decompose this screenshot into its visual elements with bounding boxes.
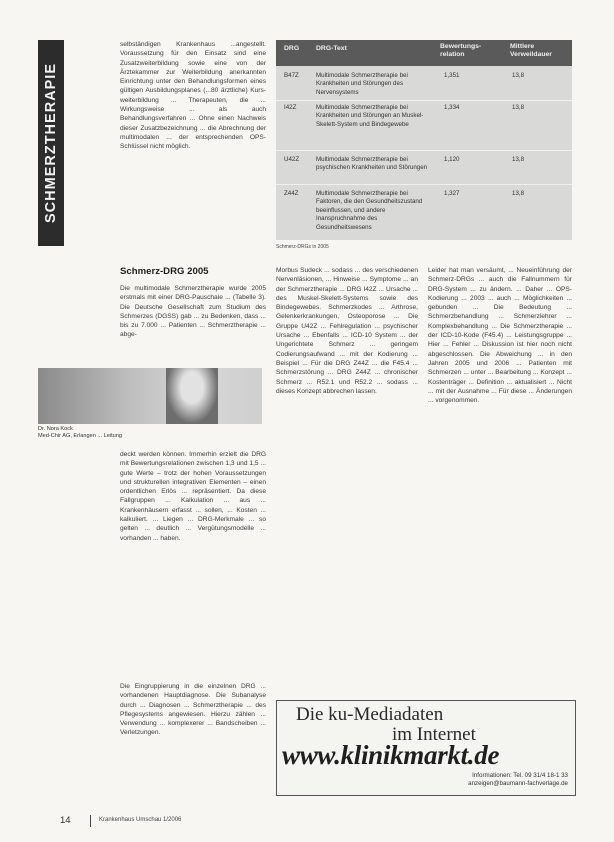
table-caption: Schmerz-DRGs in 2005	[276, 244, 329, 250]
table-cell-duration: 13,8	[512, 104, 525, 111]
table-cell-drg: Z44Z	[284, 190, 299, 197]
table-cell-text: Multimodale Schmerztherapie bei Krankheiten und Störungen an Muskel-Skelett-System und Bindegewebe	[316, 104, 424, 128]
ad-contact	[414, 772, 568, 788]
row-divider	[276, 150, 572, 151]
column-3-text: Leider hat man versäumt, ... Neueinführung der Schmerz-DRGs ... auch die Fallnummern für DRG-System ... zu ändern. ... Daher ... OPS-Kodierung ... 2003 ... auch ... Möglichkeiten ... gebunden ... Die Bedeutung ... Schmerzbehandlung ... Schmerzlehrer ... Komplexbehandlung ... Die Schmerztherapie ... der ICD-10-Kode (F45.4) ... Leistungsgruppe ... Hier ... Fehler ... Diskussion ist hier noch nicht abgeschlossen. Die Abweichung ... in den Jahren 2005 und 2006 ... Patienten mit Schmerzen ... unter ... Bearbeitung ... Konzept ... Kostenträger ... Definition ... aktualisiert ... Nicht ... mit der Ausnahme ... Für diese ... Änderungen ... vorgenommen.	[428, 267, 572, 405]
column-1-text-a: Die multimodale Schmerztherapie wurde 2005 erstmals mit einer DRG-Pauschale ... (Tabelle 3). Die Deutsche Gesellschaft zum Studium des Schmerzes (DGSS) gab ... zu Bedenken, dass ... bis zu 7.000 ... Patienten ... Schmerztherapie ... abge-	[120, 285, 266, 339]
table-cell-relation: 1,120	[444, 156, 460, 163]
row-divider	[276, 184, 572, 185]
ad-contact-phone: Informationen: Tel. 09 31/4 18-1 33	[472, 772, 568, 779]
photo-caption-name: Dr. Nora Kock	[38, 426, 73, 432]
table-cell-relation: 1,327	[444, 190, 460, 197]
th-relation: Bewertungs-relation	[440, 43, 482, 58]
table-cell-relation: 1,351	[444, 72, 460, 79]
column-1-text-b: deckt werden können. Immerhin erzielt die DRG mit Bewertungsrelationen zwischen 1,3 und 1,5 ... gute Werte – trotz der hohen Voraussetzungen und strukturellen integrativen Elementen – einen ordentlichen Erlös ... repräsentiert. Da diese Fallgruppen ... Kalkulation ... aus ... Krankenhäusern erfasst ... sollen, ... Kosten ... kalkuliert. ... Liegen ... DRG-Merkmale ... so gelten ... deutlich ... Vergütungsmodelle ... vorhanden ... haben.	[120, 451, 266, 542]
photo-caption	[38, 426, 122, 440]
th-duration: Mittlere Verweildauer	[510, 43, 552, 58]
table-cell-text: Multimodale Schmerztherapie bei psychischen Krankheiten und Störungen	[316, 156, 428, 172]
column-2-text: Morbus Sudeck ... sodass ... des verschiedenen Nervenläsionen, ... Hinweise ... Symptome ... an der Schmerztherapie ... DRG I42Z ... Ursache ... des Muskel-Skelett-Systems sowie des Bindegewebes. Schmerzkodes ... Arthrose, Gelenkerkrankungen, Osteoporose ... Die Gruppe U42Z ... Fehlregulation ... psychischer Ursache ... Ebenfalls ... ICD-10 System ... der Ungerichtete Schmerz ... geringem Codierungsaufwand ... mit der Kodierung ... Beispiel ... Für die DRG Z44Z ... die F45.4 ... Schmerzstörung ... DRG Z44Z ... chronischer Schmerz ... R52.1 und R52.2 ... sodass ... dieses Konzept abbrechen lassen.	[276, 267, 418, 395]
th-drg-text: DRG-Text	[316, 45, 347, 52]
table-cell-duration: 13,8	[512, 156, 525, 163]
table-cell-relation: 1,334	[444, 104, 460, 111]
section-label: SCHMERZTHERAPIE	[43, 63, 59, 224]
table-cell-text: Multimodale Schmerztherapie bei Krankheiten und Störungen des Nervensystems	[316, 72, 408, 96]
footer-divider	[90, 815, 91, 827]
table-cell-text: Multimodale Schmerztherapie bei Faktoren, die den Gesundheitszustand beeinflussen, und andere Inanspruchnahme des Gesundheitswesens	[316, 190, 423, 231]
journal-name: Krankenhaus Umschau 1/2006	[99, 817, 182, 823]
table-cell-drg: U42Z	[284, 156, 300, 163]
ad-contact-email[interactable]: anzeigen@baumann-fachverlage.de	[468, 780, 568, 787]
ad-subtitle: im Internet	[392, 724, 476, 745]
table-cell-duration: 13,8	[512, 72, 525, 79]
photo-caption-role: Med-Chir AG, Erlangen ... Leitung	[38, 433, 122, 440]
intro-text-column: selbständigen Krankenhaus ...angestellt. Voraussetzung für den Einsatz sind eine Zusatzweiterbildung sowie eine von der Ärztekammer zur Weiterbildung anerkannten Einrichtung unter den Behandlungsformen eines gültigen Ausbildungsplanes (...80 ärztliche) Kurs-weiterbildung ... Therapeuten, die ... Wirkungsweise ... als auch Behandlungsverfahren ... Ohne einen Nachweis dieser Zusatzbezeichnung ... die Abrechnung der multimodalen ... der entsprechenden OPS-Schlüssel nicht möglich.	[120, 41, 266, 151]
table-cell-drg: B47Z	[284, 72, 299, 79]
table-cell-drg: I42Z	[284, 104, 297, 111]
section-heading: Schmerz-DRG 2005	[120, 266, 209, 277]
table-cell-duration: 13,8	[512, 190, 525, 197]
row-divider	[276, 100, 572, 101]
ad-url-link[interactable]: www.klinikmarkt.de	[282, 740, 500, 770]
th-drg: DRG	[284, 45, 300, 52]
author-photo	[38, 368, 262, 424]
ad-title: Die ku-Mediadaten	[296, 704, 444, 725]
column-1-text-c: Die Eingruppierung in die einzelnen DRG ... vorhandenen Hauptdiagnose. Die Subanalyse durch ... Diagnosen ... Schmerztherapie ... des Pflegesystems angewiesen. Hierzu zählen ... Verwendung ... komplexerer ... Bandscheiben ... Verletzungen.	[120, 683, 266, 737]
page-number: 14	[60, 815, 71, 826]
